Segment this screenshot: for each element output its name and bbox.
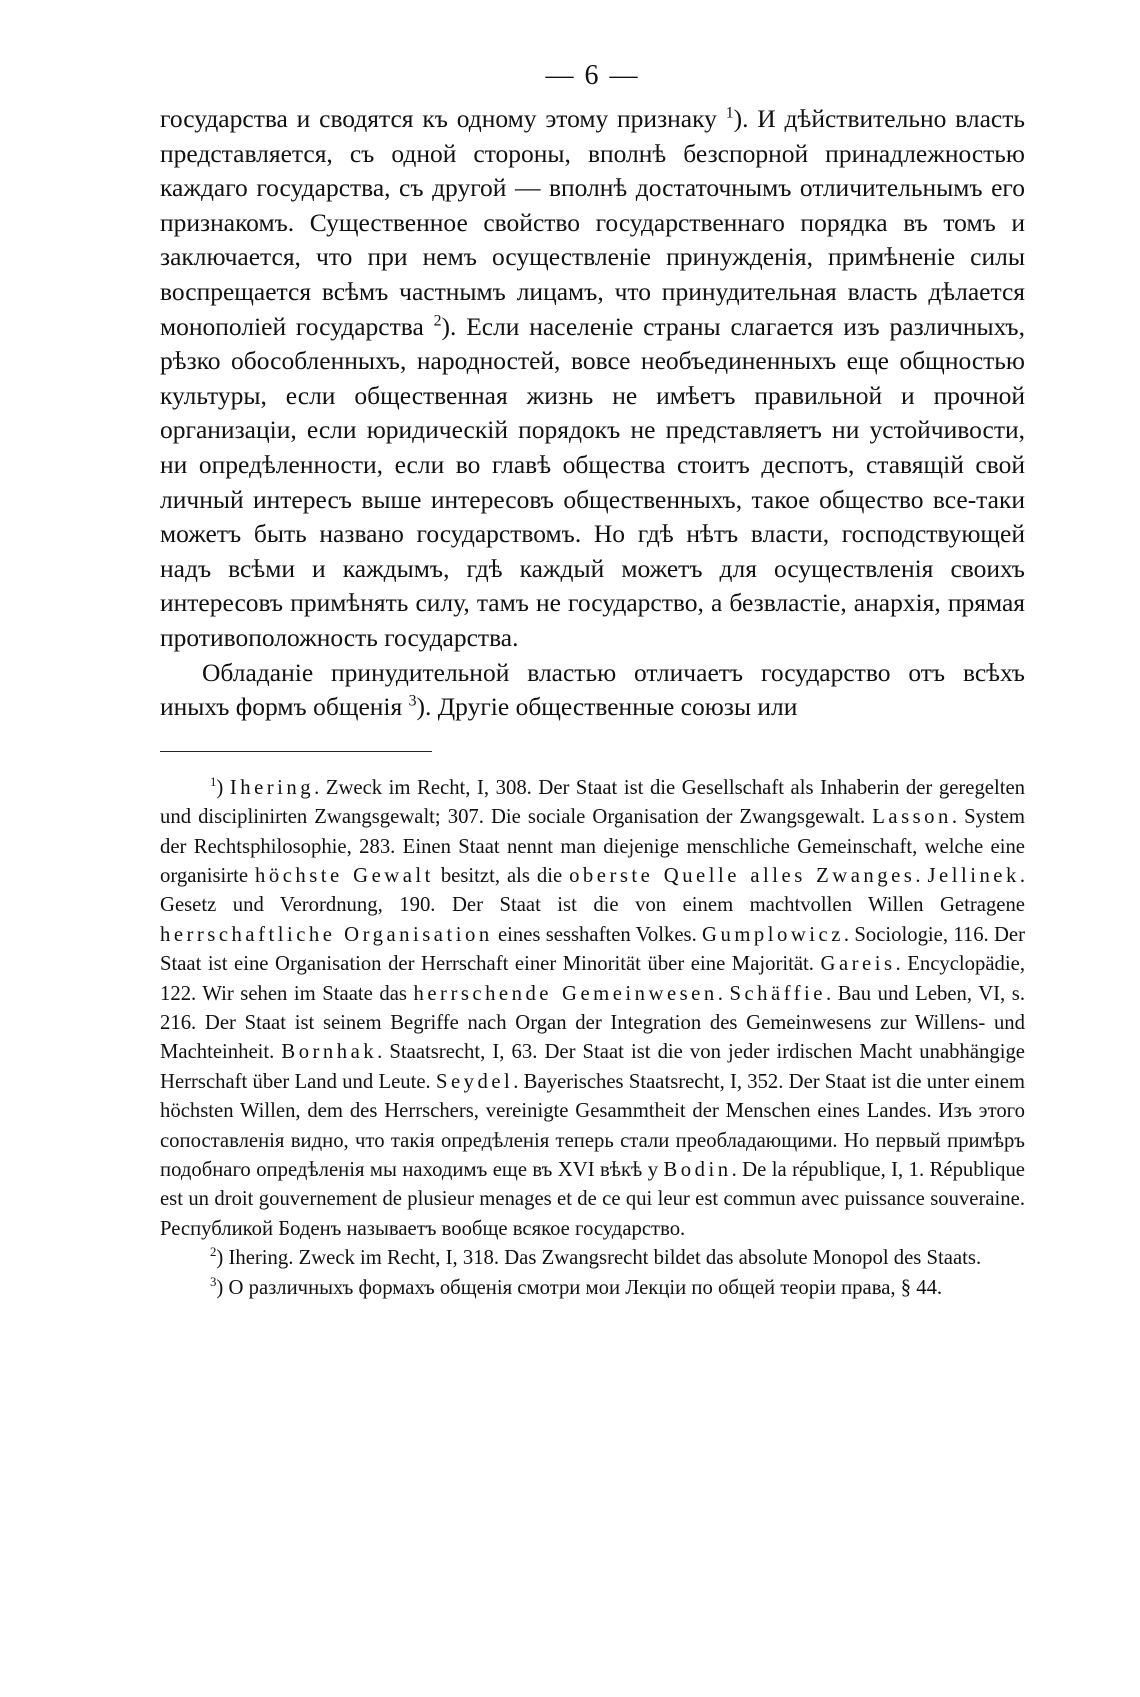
text-run: . Bau und Leben, VI, s. 216. Der Staat ist seinem Begriffe nach Organ der Integration des Gemeinwesens zur Willens- und Machteinheit. [160, 982, 1025, 1064]
footnotes [160, 774, 1025, 1303]
text-run: . System der Rechtsphilosophie, 283. Einen Staat nennt man diejenige menschliche Gemeinschaft, welche eine organisirte [160, 806, 1026, 887]
page [160, 50, 1025, 1303]
text-run: ) Ihering. Zweck im Recht, I, 318. Das Zwangsrecht bildet das absolute Monopol des Staats. [216, 1247, 982, 1270]
footnote-ref-2: 2 [433, 312, 442, 330]
author-name: Jellinek [927, 864, 1020, 887]
author-name: Seydel [435, 1070, 514, 1093]
author-name: Lasson [872, 806, 952, 829]
author-name: Gumplowicz [702, 923, 844, 946]
text-run: . Bayerisches Staatsrecht, I, 352. Der Staat ist die unter einem höchsten Willen, dem des Herrschers, vereinigte Gesammtheit der Menschen eines Landes. Изъ этого сопоставленія видно, что такія опредѣленія теперь стали преобладающими. Но первый примѣръ подобнаго опредѣленія мы находимъ еще въ XVI вѣкѣ у [160, 1070, 1026, 1181]
text-run: . Zweck im Recht, I, 308. Der Staat ist die Gesellschaft als Inhaberin der geregelten und disciplinirten Zwangsgewalt; 307. Die sociale Organisation der Zwangsgewalt. [160, 776, 1025, 829]
author-name: Bodin [663, 1158, 732, 1181]
text-run: eines sesshaften Volkes. [492, 923, 703, 946]
main-text [160, 102, 1025, 725]
footnote-ref-3: 3 [408, 692, 417, 710]
text-run: . Encyclopädie, 122. Wir sehen im Staate das [160, 953, 1025, 1005]
text-run: ). Другіе общественные союзы или [416, 692, 798, 722]
author-name: Bornhak [281, 1041, 378, 1064]
footnote-1 [160, 774, 1025, 1245]
text-run: ). И дѣйствительно власть представляется, съ одной стороны, вполнѣ безспорной принадлежностью каждаго государства, съ другой — вполнѣ достаточнымъ отличительнымъ его признакомъ. Существенное свойство государственнаго порядка въ томъ и заключается, что при немъ осуществленіе принужденія, примѣненіе силы воспрещается всѣмъ частнымъ лицамъ, что принудительная власть дѣлается монополіей государства [160, 104, 1026, 341]
footnote-divider [160, 751, 432, 752]
footnote-ref-1: 1 [725, 104, 734, 122]
text-run: государства и сводятся къ одному этому признаку [160, 104, 717, 133]
text-run: . Sociologie, 116. Der Staat ist eine Organisation der Herrschaft einer Minorität über eine Majorität. [160, 923, 1025, 976]
author-name: Ihering [229, 776, 315, 799]
emphasis-spaced: herrschende Gemeinwesen [413, 982, 718, 1005]
paragraph-2 [160, 656, 1025, 725]
footnote-mark-2: 2 [210, 1245, 217, 1260]
footnote-3 [160, 1274, 1025, 1303]
emphasis-spaced: oberste Quelle alles Zwanges [569, 864, 916, 887]
page-number: — 6 — [545, 60, 640, 91]
paragraph-1 [160, 102, 1025, 656]
text-run: . [717, 982, 730, 1005]
text-run: ) [216, 776, 230, 799]
text-run: . Staatsrecht, I, 63. Der Staat ist die von jeder irdischen Macht unabhängige Herrschaft über Land und Leute. [160, 1041, 1025, 1093]
footnote-2 [160, 1244, 1025, 1273]
text-run: besitzt, als die [433, 864, 570, 887]
emphasis-spaced: höchste Gewalt [255, 864, 434, 887]
text-run: Обладаніе принудительной властью отличаетъ государство отъ всѣхъ иныхъ формъ общенія [160, 657, 1025, 722]
text-run: ). Если населеніе страны слагается изъ различныхъ, рѣзко обособленныхъ, народностей, вовсе необъединенныхъ еще общностью культуры, если общественная жизнь не имѣетъ правильной и прочной организаціи, если юридическій порядокъ не представляетъ ни устойчивости, ни опредѣленности, если во главѣ общества стоитъ деспотъ, ставящій свой личный интересъ выше интересовъ общественныхъ, такое общество все-таки можетъ быть названо государствомъ. Но гдѣ нѣтъ власти, господствующей надъ всѣми и каждымъ, гдѣ каждый можетъ для осуществленія своихъ интересовъ примѣнять силу, тамъ не государство, а безвластіе, анархія, прямая противоположность государства. [160, 311, 1025, 652]
footnote-mark-1: 1 [210, 774, 217, 789]
text-run: . [915, 864, 928, 887]
text-run: . Gesetz und Verordnung, 190. Der Staat ist die von einem machtvollen Willen Getragene [160, 864, 1025, 917]
footnote-mark-3: 3 [210, 1274, 217, 1289]
author-name: Schäffie [729, 982, 826, 1005]
text-run: . De la république, I, 1. République est un droit gouvernement de plusieur menages et de ce qui leur est commun avec puissance souveraine. Республикой Боденъ называетъ вообще всякое государство. [160, 1158, 1025, 1240]
text-run: ) О различныхъ формахъ общенія смотри мои Лекціи по общей теоріи права, § 44. [216, 1276, 943, 1299]
emphasis-spaced: herrschaftliche Organisation [160, 923, 493, 946]
author-name: Gareis [820, 953, 896, 976]
